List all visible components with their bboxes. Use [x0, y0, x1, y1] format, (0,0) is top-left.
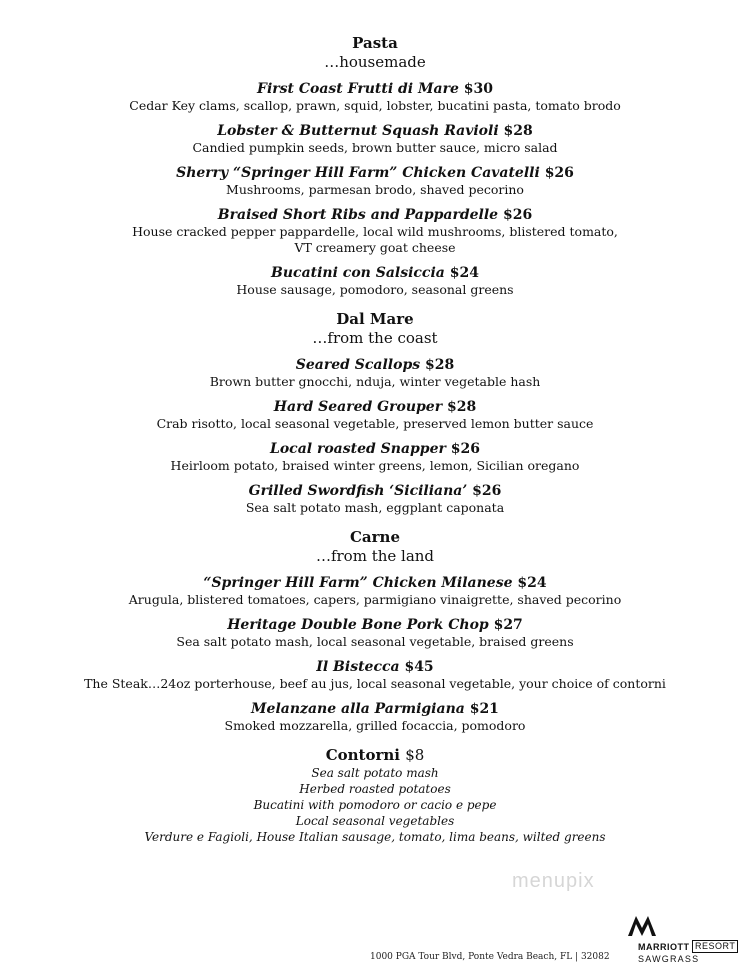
menu-item [0, 482, 750, 516]
item-description: Mushrooms, parmesan brodo, shaved pecorino [226, 182, 524, 197]
item-price: $26 [472, 483, 502, 499]
item-price: $45 [404, 659, 434, 675]
contorni-item: Sea salt potato mash [311, 766, 439, 780]
item-description: Candied pumpkin seeds, brown butter sauce, micro salad [192, 140, 558, 155]
section-dal-mare [0, 310, 750, 516]
item-name: Grilled Swordfish ‘Siciliana’ [248, 483, 468, 499]
menu-item [0, 398, 750, 432]
marriott-m-icon [624, 914, 660, 938]
item-description-continued: VT creamery goat cheese [294, 240, 456, 255]
section-title: Contorni [325, 746, 400, 764]
contorni-item: Verdure e Fagioli, House Italian sausage, tomato, lima beans, wilted greens [144, 830, 606, 844]
item-description: Brown butter gnocchi, nduja, winter vegetable hash [209, 374, 541, 389]
item-name: Il Bistecca [316, 659, 400, 675]
item-price: $30 [463, 81, 493, 97]
menu-item [0, 616, 750, 650]
menu-page [0, 34, 750, 857]
logo-brand: MARRIOTT [638, 942, 690, 952]
item-price: $28 [446, 399, 477, 415]
menu-item [0, 700, 750, 734]
item-description: Cedar Key clams, scallop, prawn, squid, lobster, bucatini pasta, tomato brodo [129, 98, 621, 113]
section-pasta [0, 34, 750, 298]
item-price: $21 [469, 701, 499, 717]
item-price: $28 [503, 123, 533, 139]
item-price: $27 [493, 617, 523, 633]
marriott-logo [624, 912, 746, 968]
item-name: First Coast Frutti di Mare [257, 81, 459, 97]
item-price: $24 [517, 575, 547, 591]
logo-location: SAWGRASS [638, 954, 700, 964]
item-price: $28 [425, 357, 455, 373]
item-name: Braised Short Ribs and Pappardelle [217, 207, 499, 223]
item-description: Sea salt potato mash, local seasonal vegetable, braised greens [176, 634, 574, 649]
item-name: Heritage Double Bone Pork Chop [227, 617, 489, 633]
item-description: House sausage, pomodoro, seasonal greens [236, 282, 514, 297]
section-subtitle: …from the coast [312, 329, 438, 347]
item-name: Hard Seared Grouper [273, 399, 443, 415]
section-title: Carne [349, 528, 400, 546]
contorni-item: Bucatini with pomodoro or cacio e pepe [253, 798, 497, 812]
section-subtitle: …from the land [315, 547, 435, 565]
item-description: Heirloom potato, braised winter greens, lemon, Sicilian oregano [170, 458, 580, 473]
menu-item [0, 206, 750, 256]
section-title: Dal Mare [336, 310, 414, 328]
item-description: Arugula, blistered tomatoes, capers, parmigiano vinaigrette, shaved pecorino [128, 592, 622, 607]
item-description: The Steak…24oz porterhouse, beef au jus, local seasonal vegetable, your choice of contorni [84, 676, 666, 691]
section-carne [0, 528, 750, 734]
item-name: Bucatini con Salsiccia [271, 265, 445, 281]
menu-item [0, 356, 750, 390]
contorni-item: Herbed roasted potatoes [299, 782, 451, 796]
item-name: Local roasted Snapper [269, 441, 446, 457]
menu-item [0, 164, 750, 198]
menu-item [0, 264, 750, 298]
menupix-watermark: menupix [512, 870, 595, 892]
item-description: Sea salt potato mash, eggplant caponata [245, 500, 505, 515]
section-contorni [0, 746, 750, 845]
item-name: Seared Scallops [295, 357, 421, 373]
item-description: Crab risotto, local seasonal vegetable, preserved lemon butter sauce [156, 416, 594, 431]
footer-address: 1000 PGA Tour Blvd, Ponte Vedra Beach, FL | 32082 [370, 952, 610, 962]
menu-item [0, 658, 750, 692]
section-price: $8 [405, 746, 425, 764]
item-description: House cracked pepper pappardelle, local wild mushrooms, blistered tomato, [132, 224, 618, 239]
section-subtitle: …housemade [324, 53, 426, 71]
item-price: $24 [449, 265, 479, 281]
menu-item [0, 122, 750, 156]
item-name: “Springer Hill Farm” Chicken Milanese [203, 575, 513, 591]
contorni-item: Local seasonal vegetables [295, 814, 455, 828]
item-price: $26 [544, 165, 574, 181]
section-title: Pasta [352, 34, 398, 52]
item-price: $26 [450, 441, 480, 457]
item-name: Melanzane alla Parmigiana [251, 701, 465, 717]
menu-item [0, 574, 750, 608]
logo-resort: RESORT [692, 940, 738, 953]
item-name: Lobster & Butternut Squash Ravioli [217, 123, 499, 139]
menu-item [0, 440, 750, 474]
menu-item [0, 80, 750, 114]
item-price: $26 [502, 207, 533, 223]
item-name: Sherry “Springer Hill Farm” Chicken Cavatelli [176, 165, 540, 181]
item-description: Smoked mozzarella, grilled focaccia, pomodoro [224, 718, 526, 733]
